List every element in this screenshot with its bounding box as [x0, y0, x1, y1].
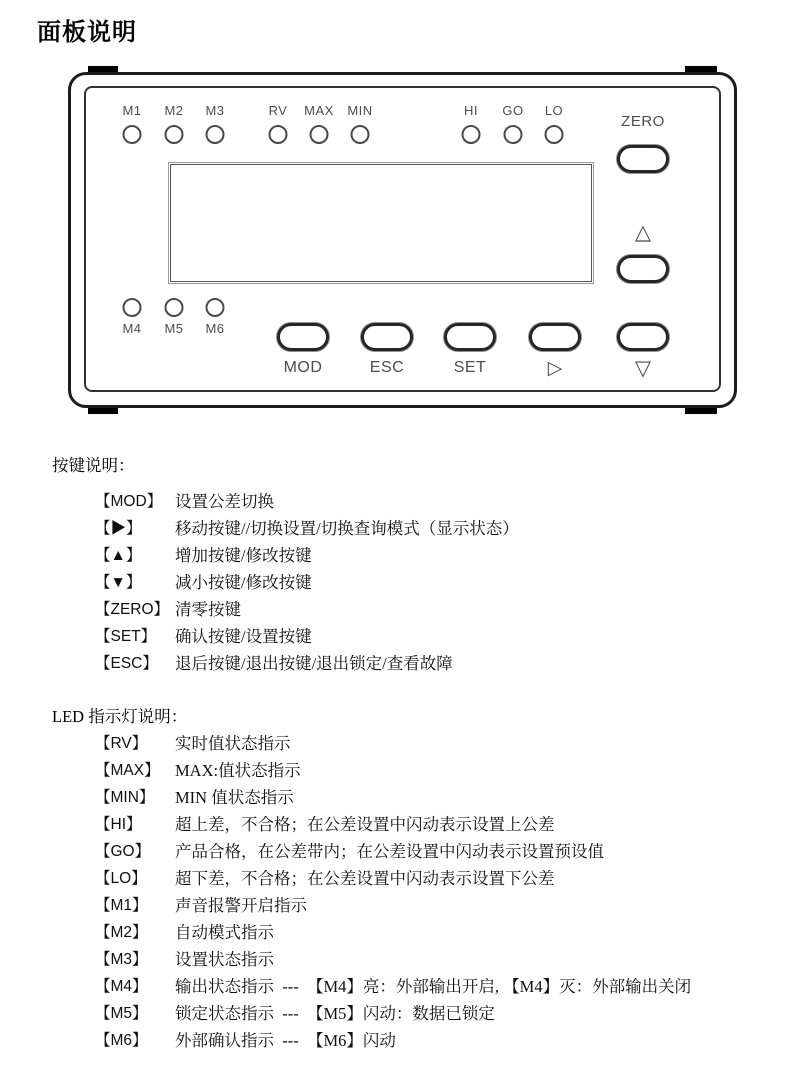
- led-label: 【M4】: [95, 978, 148, 995]
- key-row: [0, 623, 790, 650]
- led-row: [0, 757, 790, 784]
- led-m3-icon: [206, 125, 225, 144]
- key-label: 【▼】: [95, 574, 142, 591]
- led-desc: 自动模式指示: [175, 923, 274, 942]
- led-label: 【M1】: [95, 897, 148, 914]
- description-text: [0, 452, 790, 1054]
- led-desc: 产品合格，在公差带内；在公差设置中闪动表示设置预设值: [175, 842, 604, 861]
- led-desc: 实时值状态指示: [175, 734, 291, 753]
- led-label: 【LO】: [95, 870, 147, 887]
- key-label: 【▲】: [95, 547, 142, 564]
- led-desc: 设置状态指示: [175, 950, 274, 969]
- key-label: 【ZERO】: [95, 601, 170, 618]
- led-label-max: MAX: [304, 103, 334, 118]
- led-label: 【M5】: [95, 1005, 148, 1022]
- up-button: [617, 255, 669, 283]
- zero-button-label: ZERO: [621, 113, 665, 130]
- led-min-icon: [351, 125, 370, 144]
- key-row: [0, 650, 790, 677]
- led-lo-icon: [545, 125, 564, 144]
- set-button-label: SET: [453, 359, 487, 376]
- led-label: 【MAX】: [95, 762, 160, 779]
- led-label: 【GO】: [95, 843, 151, 860]
- set-button: [444, 323, 496, 351]
- led-hi-icon: [462, 125, 481, 144]
- led-row: [0, 946, 790, 973]
- led-desc: MIN 值状态指示: [175, 788, 294, 807]
- led-go-icon: [504, 125, 523, 144]
- key-desc: 确认按键/设置按键: [175, 627, 312, 646]
- led-label-go: GO: [502, 103, 524, 118]
- led-row: [0, 919, 790, 946]
- led-label: 【M6】: [95, 1032, 148, 1049]
- led-max-icon: [310, 125, 329, 144]
- led-row: [0, 784, 790, 811]
- led-desc: 声音报警开启指示: [175, 896, 307, 915]
- led-desc: 输出状态指示 --- 【M4】亮：外部输出开启, 【M4】灭：外部输出关闭: [175, 977, 692, 996]
- key-desc: 增加按键/修改按键: [175, 546, 312, 565]
- led-label-hi: HI: [464, 103, 478, 118]
- right-button: [529, 323, 581, 351]
- mod-button: [277, 323, 329, 351]
- key-label: 【▶】: [95, 520, 142, 537]
- led-label-m6: M6: [205, 321, 225, 336]
- led-m1-icon: [123, 125, 142, 144]
- led-label-lo: LO: [544, 103, 564, 118]
- led-rv-icon: [269, 125, 288, 144]
- page-title: 面板说明: [37, 20, 137, 46]
- key-label: 【ESC】: [95, 655, 158, 672]
- led-m6-icon: [206, 298, 225, 317]
- led-label: 【HI】: [95, 816, 142, 833]
- led-row: [0, 1027, 790, 1054]
- key-description-section: [0, 452, 790, 677]
- key-label: 【MOD】: [95, 493, 163, 510]
- key-row: [0, 596, 790, 623]
- led-label-m3: M3: [205, 103, 225, 118]
- led-row: [0, 973, 790, 1000]
- key-row: [0, 488, 790, 515]
- led-label: 【RV】: [95, 735, 148, 752]
- led-desc: 超下差，不合格；在公差设置中闪动表示设置下公差: [175, 869, 555, 888]
- led-row: [0, 730, 790, 757]
- down-button: [617, 323, 669, 351]
- led-desc: 外部确认指示 --- 【M6】闪动: [175, 1031, 396, 1050]
- led-row: [0, 1000, 790, 1027]
- led-label-m4: M4: [122, 321, 142, 336]
- key-row: [0, 569, 790, 596]
- led-label: 【M3】: [95, 951, 148, 968]
- led-label: 【MIN】: [95, 789, 155, 806]
- led-description-section: [0, 703, 790, 1054]
- led-m2-icon: [165, 125, 184, 144]
- device-panel-diagram: [68, 72, 737, 408]
- led-label-m5: M5: [164, 321, 184, 336]
- led-row: [0, 865, 790, 892]
- mod-button-label: MOD: [283, 359, 323, 376]
- key-row: [0, 515, 790, 542]
- key-label: 【SET】: [95, 628, 157, 645]
- key-row: [0, 542, 790, 569]
- key-desc: 清零按键: [175, 600, 241, 619]
- key-desc: 减小按键/修改按键: [175, 573, 312, 592]
- esc-button: [361, 323, 413, 351]
- led-desc: MAX:值状态指示: [175, 761, 301, 780]
- led-desc: 锁定状态指示 --- 【M5】闪动：数据已锁定: [175, 1004, 495, 1023]
- led-desc: 超上差，不合格；在公差设置中闪动表示设置上公差: [175, 815, 555, 834]
- led-label-min: MIN: [347, 103, 373, 118]
- led-m4-icon: [123, 298, 142, 317]
- key-desc: 退后按键/退出按键/退出锁定/查看故障: [175, 654, 453, 673]
- led-section-heading: LED 指示灯说明：: [52, 707, 188, 726]
- key-desc: 设置公差切换: [175, 492, 274, 511]
- led-label-m2: M2: [164, 103, 184, 118]
- led-row: [0, 838, 790, 865]
- led-label-m1: M1: [122, 103, 142, 118]
- up-arrow-icon: △: [634, 220, 652, 244]
- led-row: [0, 892, 790, 919]
- key-desc: 移动按键//切换设置/切换查询模式（显示状态）: [175, 519, 519, 538]
- lcd-display: [168, 162, 594, 284]
- led-label-rv: RV: [268, 103, 288, 118]
- esc-button-label: ESC: [369, 359, 405, 376]
- down-arrow-icon: ▽: [634, 356, 652, 380]
- led-m5-icon: [165, 298, 184, 317]
- right-arrow-icon: ▷: [547, 357, 563, 379]
- key-section-heading: 按键说明：: [52, 456, 135, 475]
- zero-button: [617, 145, 669, 173]
- lcd-display-inner: [170, 164, 592, 282]
- led-label: 【M2】: [95, 924, 148, 941]
- led-row: [0, 811, 790, 838]
